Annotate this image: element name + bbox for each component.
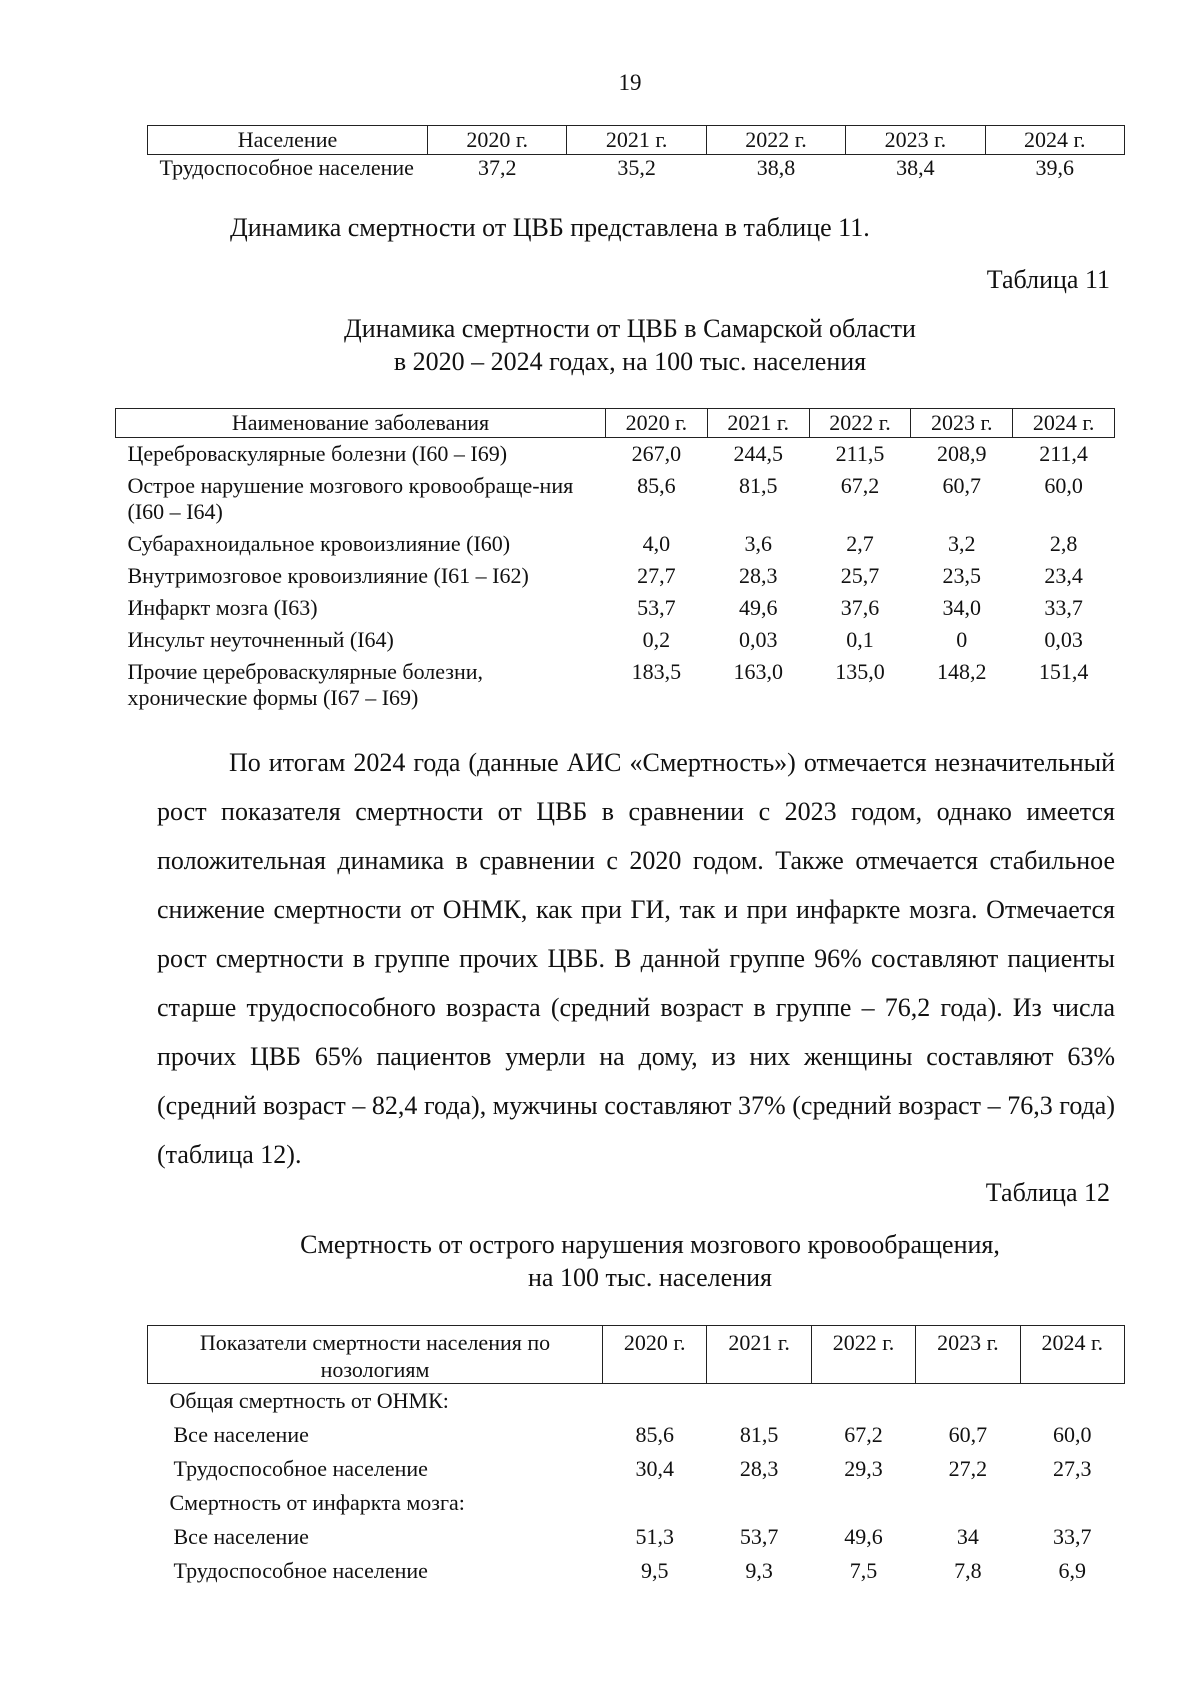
column-header: 2023 г. xyxy=(911,409,1013,438)
column-header: 2024 г. xyxy=(1013,409,1115,438)
column-header: 2023 г. xyxy=(846,126,985,155)
cell-value: 33,7 xyxy=(1044,595,1083,620)
cell-value: 2,8 xyxy=(1049,531,1078,556)
cell-value: 60,0 xyxy=(1044,473,1083,498)
cell-value: 3,6 xyxy=(744,531,772,556)
cell-value: 25,7 xyxy=(840,563,880,588)
cell-value: 38,4 xyxy=(896,155,935,180)
table12-title xyxy=(20,1228,1200,1294)
column-header: 2024 г. xyxy=(985,126,1124,155)
cell-value: 135,0 xyxy=(835,659,885,684)
cell-value: 39,6 xyxy=(1035,155,1075,180)
cell-value: 38,8 xyxy=(756,155,796,180)
cell-value: 81,5 xyxy=(738,473,778,498)
cell-value: 0,03 xyxy=(738,627,778,652)
cell-value: 0,2 xyxy=(642,627,671,652)
cell-value: 9,5 xyxy=(640,1558,669,1583)
cell-value: 244,5 xyxy=(733,441,783,466)
column-header: 2023 г. xyxy=(916,1326,1020,1384)
row-label: Трудоспособное население xyxy=(173,1456,428,1481)
column-header: 2021 г. xyxy=(707,409,809,438)
row-label: Все население xyxy=(173,1524,309,1549)
cell-value: 4,0 xyxy=(642,531,671,556)
cell-value: 0,1 xyxy=(846,627,874,652)
cell-value: 27,7 xyxy=(637,563,676,588)
row-label: Инфаркт мозга (I63) xyxy=(127,595,318,620)
cell-value: 49,6 xyxy=(844,1524,883,1549)
cell-value: 0,03 xyxy=(1044,627,1083,652)
cell-value: 53,7 xyxy=(637,595,676,620)
row-label: Острое нарушение мозгового кровообраще-ния (I60 – I64) xyxy=(127,473,574,524)
intro-line: Динамика смертности от ЦВБ представлена в таблице 11. xyxy=(230,213,870,242)
table-row xyxy=(116,624,1115,656)
table11 xyxy=(115,408,1115,714)
cell-value: 35,2 xyxy=(617,155,656,180)
cell-value: 67,2 xyxy=(844,1422,883,1447)
column-header: 2022 г. xyxy=(706,126,845,155)
column-header: 2021 г. xyxy=(567,126,706,155)
column-header: 2020 г. xyxy=(603,1326,707,1384)
group-row xyxy=(148,1486,1125,1520)
row-label: Инсульт неуточненный (I64) xyxy=(127,627,394,652)
column-header: 2022 г. xyxy=(809,409,911,438)
column-header: 2024 г. xyxy=(1020,1326,1124,1384)
table12 xyxy=(147,1325,1125,1588)
cell-value: 7,5 xyxy=(849,1558,878,1583)
table12-label: Таблица 12 xyxy=(985,1178,1110,1207)
cell-value: 0 xyxy=(956,627,968,652)
cell-value: 6,9 xyxy=(1058,1558,1087,1583)
column-header: 2022 г. xyxy=(811,1326,915,1384)
row-label: Прочие цереброваскулярные болезни, хронические формы (I67 – I69) xyxy=(127,659,484,710)
cell-value: 211,5 xyxy=(835,441,885,466)
cell-value: 163,0 xyxy=(733,659,783,684)
group-label: Общая смертность от ОНМК: xyxy=(169,1388,449,1413)
row-label: Внутримозговое кровоизлияние (I61 – I62) xyxy=(127,563,529,588)
table11-title-line1: Динамика смертности от ЦВБ в Самарской области xyxy=(344,314,916,343)
cell-value: 7,8 xyxy=(954,1558,982,1583)
cell-value: 27,3 xyxy=(1053,1456,1092,1481)
column-header: Население xyxy=(148,126,428,155)
row-label: Цереброваскулярные болезни (I60 – I69) xyxy=(127,441,508,466)
table-row xyxy=(116,656,1115,714)
cell-value: 51,3 xyxy=(635,1524,674,1549)
cell-value: 267,0 xyxy=(631,441,682,466)
population-table xyxy=(147,125,1125,181)
cell-value: 30,4 xyxy=(635,1456,674,1481)
cell-value: 49,6 xyxy=(738,595,778,620)
cell-value: 85,6 xyxy=(635,1422,674,1447)
cell-value: 34,0 xyxy=(942,595,982,620)
cell-value: 23,5 xyxy=(942,563,982,588)
table-row xyxy=(116,528,1115,560)
cell-value: 23,4 xyxy=(1044,563,1083,588)
table-header-row xyxy=(148,126,1125,155)
cell-value: 29,3 xyxy=(844,1456,883,1481)
table-row xyxy=(148,155,1125,182)
table-header-row xyxy=(116,409,1115,438)
table11-title xyxy=(0,312,1200,378)
column-header: 2021 г. xyxy=(707,1326,811,1384)
column-header: 2020 г. xyxy=(428,126,567,155)
table12-title-line2: на 100 тыс. населения xyxy=(528,1263,772,1292)
cell-value: 148,2 xyxy=(937,659,987,684)
cell-value: 3,2 xyxy=(948,531,976,556)
cell-value: 28,3 xyxy=(739,1456,779,1481)
table12-title-line1: Смертность от острого нарушения мозгового кровообращения, xyxy=(300,1230,1000,1259)
table-row xyxy=(116,438,1115,471)
cell-value: 208,9 xyxy=(937,441,987,466)
cell-value: 211,4 xyxy=(1039,441,1088,466)
table-row xyxy=(148,1418,1125,1452)
body-paragraph: По итогам 2024 года (данные АИС «Смертность») отмечается незначительный рост показателя смертности от ЦВБ в сравнении с 2023 годом, однако имеется положительная динамика в сравнении с 2020 годом. Также отмечается стабильное снижение смертности от ОНМК, как при ГИ, так и при инфаркте мозга. Отмечается рост смертности в группе прочих ЦВБ. В данной группе 96% составляют пациенты старше трудоспособного возраста (средний возраст в группе – 76,2 года). Из числа прочих ЦВБ 65% пациентов умерли на дому, из них женщины составляют 63% (средний возраст – 82,4 года), мужчины составляют 37% (средний возраст – 76,3 года) (таблица 12). xyxy=(157,748,1115,1169)
cell-value: 53,7 xyxy=(739,1524,779,1549)
table-row xyxy=(148,1520,1125,1554)
cell-value: 67,2 xyxy=(840,473,880,498)
cell-value: 33,7 xyxy=(1053,1524,1092,1549)
column-header: Наименование заболевания xyxy=(116,409,606,438)
cell-value: 28,3 xyxy=(738,563,778,588)
cell-value: 151,4 xyxy=(1038,659,1089,684)
page-number: 19 xyxy=(618,70,642,95)
cell-value: 37,6 xyxy=(840,595,880,620)
row-label: Все население xyxy=(173,1422,309,1447)
cell-value: 60,7 xyxy=(942,473,982,498)
table-row xyxy=(116,470,1115,528)
group-row xyxy=(148,1384,1125,1419)
table11-title-line2: в 2020 – 2024 годах, на 100 тыс. населения xyxy=(393,347,867,376)
table-row xyxy=(148,1554,1125,1588)
cell-value: 27,2 xyxy=(948,1456,988,1481)
table-row xyxy=(148,1452,1125,1486)
cell-value: 2,7 xyxy=(846,531,874,556)
row-label: Трудоспособное население xyxy=(159,155,414,180)
cell-value: 81,5 xyxy=(739,1422,779,1447)
cell-value: 37,2 xyxy=(477,155,517,180)
row-label: Трудоспособное население xyxy=(173,1558,428,1583)
cell-value: 34 xyxy=(956,1524,979,1549)
column-header: Показатели смертности населения по нозологиям xyxy=(148,1326,603,1384)
group-label: Смертность от инфаркта мозга: xyxy=(169,1490,465,1515)
cell-value: 60,0 xyxy=(1053,1422,1092,1447)
row-label: Субарахноидальное кровоизлияние (I60) xyxy=(127,531,511,556)
table-row xyxy=(116,560,1115,592)
cell-value: 9,3 xyxy=(745,1558,773,1583)
table-row xyxy=(116,592,1115,624)
cell-value: 85,6 xyxy=(637,473,676,498)
cell-value: 60,7 xyxy=(948,1422,988,1447)
column-header: 2020 г. xyxy=(606,409,708,438)
table11-label: Таблица 11 xyxy=(986,265,1110,294)
table-header-row xyxy=(148,1326,1125,1384)
cell-value: 183,5 xyxy=(631,659,682,684)
